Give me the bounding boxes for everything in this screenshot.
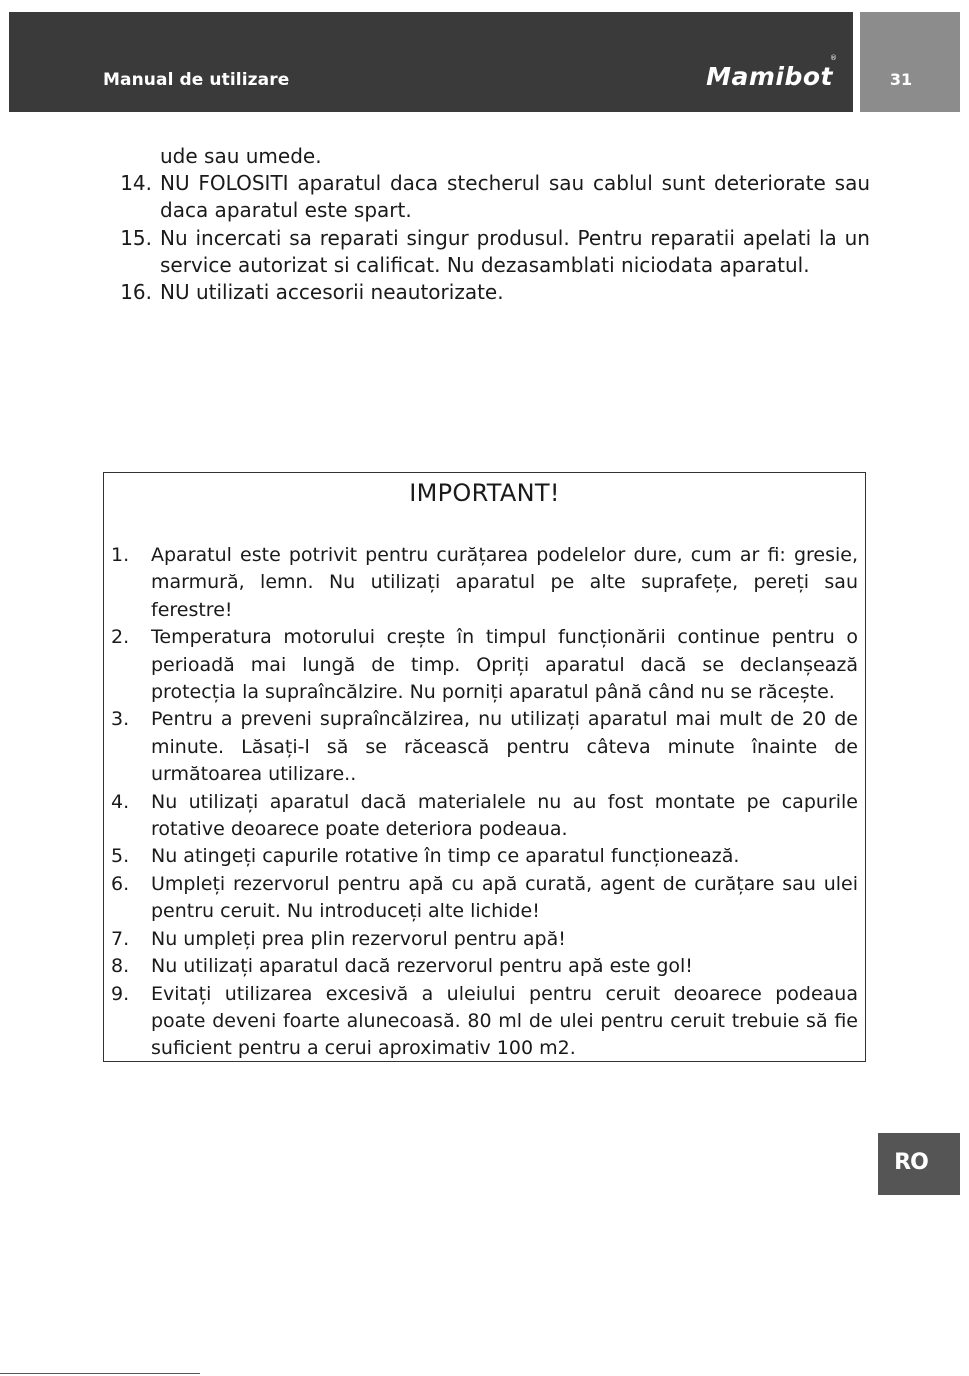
- important-item-7: [111, 926, 858, 953]
- important-item-4: [111, 789, 858, 844]
- item-number: 6.: [111, 872, 130, 895]
- item-text: NU FOLOSITI aparatul daca stecherul sau cablul sunt deteriorate sau daca aparatul este spart.: [160, 171, 870, 223]
- item-text: NU utilizati accesorii neautorizate.: [160, 280, 504, 305]
- item-number: 1.: [111, 544, 130, 566]
- item-text: Nu utilizați aparatul dacă materialele nu au fost montate pe capurile rotative deoarece poate deteriora podeaua.: [151, 790, 858, 841]
- safety-list: [110, 143, 870, 306]
- item-text: Nu atingeți capurile rotative în timp ce aparatul funcționează.: [151, 845, 740, 868]
- item-text: Temperatura motorului crește în timpul funcționării continue pentru o perioadă mai lungă de timp. Opriți aparatul dacă se declanșează protecția la supraîncălzire. Nu porniți aparatul până când nu se răcește.: [151, 626, 858, 704]
- brand-logo: Mamibot: [706, 62, 833, 91]
- important-item-8: [111, 953, 858, 980]
- page-number-tab: [860, 12, 960, 112]
- item-number: 3.: [111, 708, 130, 731]
- item-number: 14.: [120, 171, 152, 196]
- item-text: Evitați utilizarea excesivă a uleiului pentru ceruit deoarece podeaua poate deveni foarte alunecoasă. 80 ml de ulei pentru ceruit trebuie să fie suficient pentru a cerui aproximativ 100 m2.: [151, 982, 858, 1060]
- manual-title: Manual de utilizare: [103, 70, 290, 90]
- important-item-1: [111, 542, 858, 624]
- important-item-3: [111, 706, 858, 788]
- page-number: 31: [889, 70, 913, 89]
- important-list: [111, 542, 858, 1063]
- language-tab: [878, 1133, 960, 1195]
- item-text: Nu umpleți prea plin rezervorul pentru apă!: [151, 927, 566, 950]
- important-item-2: [111, 624, 858, 706]
- language-label: RO: [894, 1150, 928, 1175]
- item-number: 2.: [111, 626, 130, 649]
- safety-item-15: [110, 225, 870, 279]
- item-text: Umpleți rezervorul pentru apă cu apă curată, agent de curățare sau ulei pentru ceruit. Nu introduceți alte lichide!: [151, 872, 858, 923]
- item-text: Aparatul este potrivit pentru curățarea podelelor dure, cum ar fi: gresie, marmură, lemn. Nu utilizați aparatul pe alte suprafețe, pereți sau ferestre!: [151, 544, 858, 621]
- item-number: 16.: [120, 280, 152, 305]
- important-title: IMPORTANT!: [409, 479, 560, 507]
- safety-item-14: [110, 170, 870, 224]
- footer-rule: [0, 1373, 200, 1374]
- safety-item-16: [110, 279, 870, 306]
- page-header: [9, 12, 853, 112]
- important-item-5: [111, 843, 858, 870]
- item-number: 7.: [111, 927, 130, 950]
- important-item-9: [111, 981, 858, 1063]
- item-number: 8.: [111, 955, 130, 978]
- important-notice-box: [103, 472, 866, 1062]
- registered-mark: ®: [830, 54, 837, 62]
- item-number: 9.: [111, 982, 130, 1005]
- important-item-6: [111, 871, 858, 926]
- item-text: Pentru a preveni supraîncălzirea, nu utilizați aparatul mai mult de 20 de minute. Lăsați-l să se răcească pentru câteva minute înainte de următoarea utilizare..: [151, 708, 858, 786]
- continued-text: [110, 143, 870, 170]
- item-number: 15.: [120, 225, 152, 250]
- item-number: 4.: [111, 790, 130, 813]
- item-text: Nu incercati sa reparati singur produsul. Pentru reparatii apelati la un service autorizat si calificat. Nu dezasamblati niciodata aparatul.: [160, 225, 870, 277]
- item-number: 5.: [111, 845, 130, 868]
- item-text: Nu utilizați aparatul dacă rezervorul pentru apă este gol!: [151, 955, 693, 978]
- continued-text-content: ude sau umede.: [160, 144, 322, 168]
